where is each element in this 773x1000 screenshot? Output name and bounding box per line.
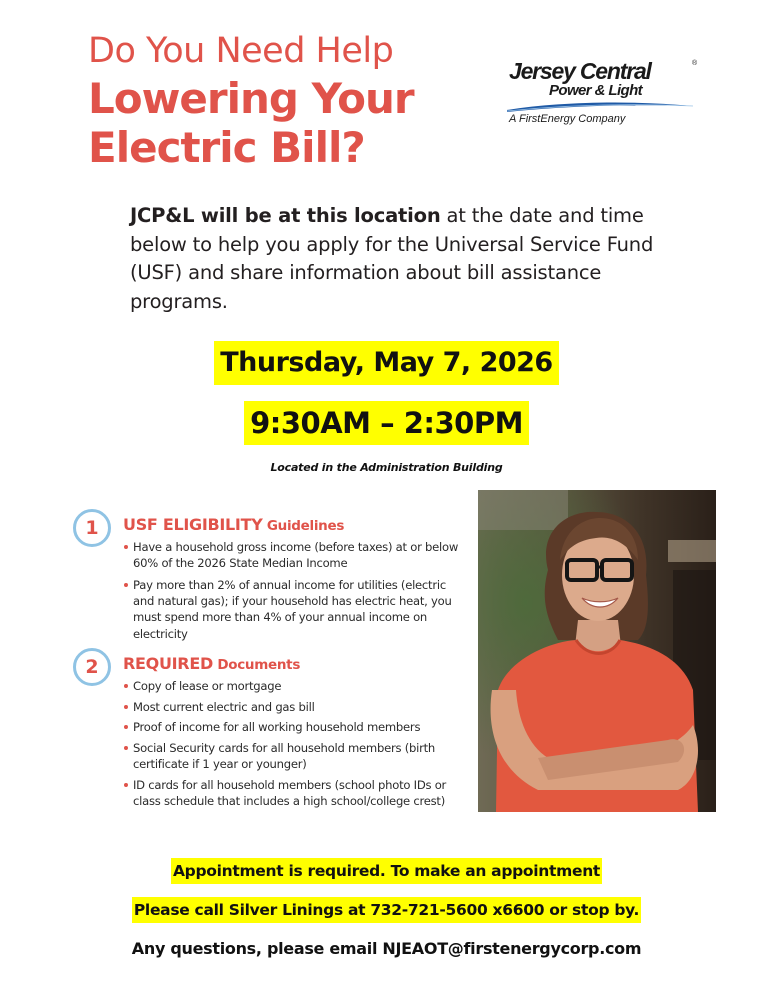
event-date: Thursday, May 7, 2026: [214, 341, 558, 385]
eligibility-list: [123, 539, 468, 647]
logo-name-line-2: Power & Light: [549, 82, 643, 99]
intro-text: at the date and time below to help you apply for the Universal Service Fund (USF) and share information about bill assistance programs.: [130, 204, 654, 313]
section-title: [123, 654, 300, 673]
section-title: [123, 515, 344, 534]
documents-list: [123, 678, 468, 814]
appointment-row: [0, 858, 773, 884]
headline-line-1: Do You Need Help: [88, 31, 394, 71]
event-time: 9:30AM – 2:30PM: [244, 401, 529, 445]
list-item: Social Security cards for all household members (birth certificate if 1 year or younger): [123, 740, 468, 772]
list-item: Copy of lease or mortgage: [123, 678, 468, 694]
intro-bold: JCP&L will be at this location: [130, 204, 441, 227]
list-item: Have a household gross income (before taxes) at or below 60% of the 2026 State Median Income: [123, 539, 468, 571]
section-title-weak: Guidelines: [262, 518, 345, 534]
list-item: Pay more than 2% of annual income for utilities (electric and natural gas); if your household has electric heat, you must spend more than 4% of your annual income on electricity: [123, 577, 468, 642]
headline-line-3: Electric Bill?: [88, 123, 365, 172]
portrait-illustration: [478, 490, 716, 812]
jcpl-logo: [505, 58, 705, 133]
call-phone-text: Please call Silver Linings at 732-721-5600 x6600 or stop by.: [132, 897, 641, 923]
headline-line-2: Lowering Your: [88, 74, 414, 123]
appointment-required-text: Appointment is required. To make an appointment: [171, 858, 602, 884]
list-item: Proof of income for all working household members: [123, 719, 468, 735]
section-title-strong: USF ELIGIBILITY: [123, 515, 263, 534]
logo-name-line-1: Jersey Central: [509, 58, 651, 84]
number-circle-icon: 1: [73, 509, 111, 547]
section-title-weak: Documents: [212, 657, 301, 673]
woman-photo: [478, 490, 716, 812]
number-circle-icon: 2: [73, 648, 111, 686]
list-item: ID cards for all household members (school photo IDs or class schedule that includes a high school/college crest): [123, 777, 468, 809]
event-date-row: [0, 341, 773, 385]
list-item: Most current electric and gas bill: [123, 699, 468, 715]
event-time-row: [0, 401, 773, 445]
headline: [88, 31, 414, 176]
registered-mark: ®: [692, 60, 698, 67]
call-row: [0, 897, 773, 923]
section-title-strong: REQUIRED: [123, 654, 213, 673]
intro-paragraph: [130, 202, 690, 316]
event-location: Located in the Administration Building: [270, 461, 503, 474]
logo-tagline: A FirstEnergy Company: [509, 113, 626, 125]
logo-swoosh-icon: [507, 98, 693, 114]
email-contact-text: Any questions, please email NJEAOT@firstenergycorp.com: [131, 939, 642, 958]
